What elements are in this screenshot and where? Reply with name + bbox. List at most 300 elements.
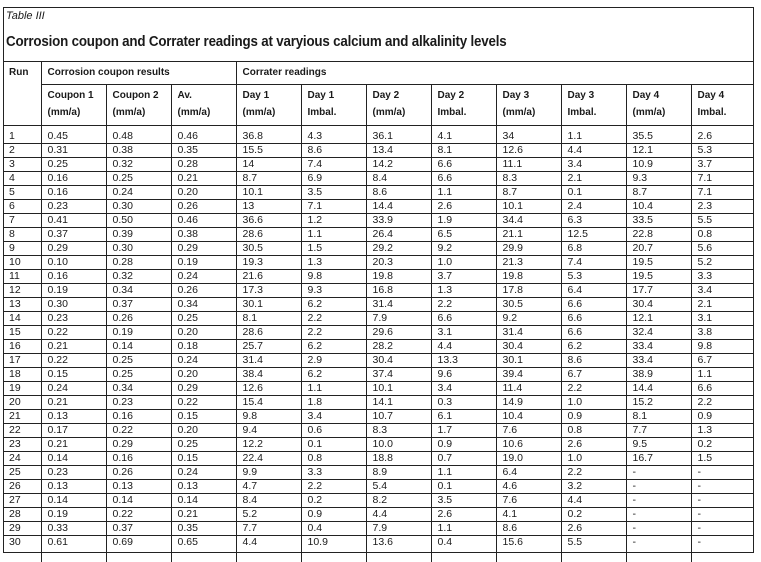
run-number-cell: 22	[3, 424, 41, 438]
column-header	[626, 85, 691, 126]
value-cell: 6.5	[431, 228, 496, 242]
value-cell: 4.4	[561, 144, 626, 158]
column-header-line1: Day 2	[373, 87, 431, 104]
value-cell: -	[626, 536, 691, 562]
value-cell: 0.34	[171, 298, 236, 312]
value-cell: 0.23	[41, 312, 106, 326]
value-cell: 1.3	[301, 256, 366, 270]
value-cell: 8.2	[366, 494, 431, 508]
table-row	[3, 214, 754, 228]
value-cell: 14.4	[626, 382, 691, 396]
value-cell: 4.4	[236, 536, 301, 562]
value-cell: 2.1	[691, 298, 754, 312]
value-cell: 8.4	[236, 494, 301, 508]
value-cell: 0.61	[41, 536, 106, 562]
value-cell: 10.1	[366, 382, 431, 396]
value-cell: -	[691, 508, 754, 522]
value-cell: 0.29	[41, 242, 106, 256]
value-cell: 0.8	[301, 452, 366, 466]
value-cell: 0.50	[106, 214, 171, 228]
value-cell: 0.65	[171, 536, 236, 562]
value-cell: 0.20	[171, 326, 236, 340]
value-cell: 10.6	[496, 438, 561, 452]
value-cell: 0.35	[171, 522, 236, 536]
value-cell: 2.3	[691, 200, 754, 214]
run-number-cell: 18	[3, 368, 41, 382]
value-cell: 0.39	[106, 228, 171, 242]
run-number-cell: 16	[3, 340, 41, 354]
table-row	[3, 228, 754, 242]
value-cell: 0.19	[106, 326, 171, 340]
run-number-cell: 1	[3, 126, 41, 144]
value-cell: 4.1	[496, 508, 561, 522]
value-cell: 19.8	[366, 270, 431, 284]
value-cell: 9.6	[431, 368, 496, 382]
value-cell: 0.1	[301, 438, 366, 452]
value-cell: 0.26	[106, 312, 171, 326]
value-cell: 5.5	[691, 214, 754, 228]
column-header-line2: (mm/a)	[113, 104, 171, 121]
table-row	[3, 508, 754, 522]
value-cell: 12.5	[561, 228, 626, 242]
run-number-cell: 25	[3, 466, 41, 480]
value-cell: 9.4	[236, 424, 301, 438]
value-cell: 9.5	[626, 438, 691, 452]
run-number-cell: 12	[3, 284, 41, 298]
column-header	[171, 85, 236, 126]
value-cell: 0.15	[171, 452, 236, 466]
value-cell: 0.35	[171, 144, 236, 158]
value-cell: 36.8	[236, 126, 301, 144]
value-cell: 13.6	[366, 536, 431, 562]
value-cell: 3.7	[691, 158, 754, 172]
value-cell: -	[691, 522, 754, 536]
value-cell: 20.7	[626, 242, 691, 256]
table-row	[3, 438, 754, 452]
value-cell: 9.2	[496, 312, 561, 326]
column-header-line1: Day 2	[438, 87, 496, 104]
value-cell: 0.31	[41, 144, 106, 158]
value-cell: 2.6	[691, 126, 754, 144]
value-cell: 26.4	[366, 228, 431, 242]
value-cell: 5.2	[236, 508, 301, 522]
table-row	[3, 270, 754, 284]
value-cell: 4.7	[236, 480, 301, 494]
value-cell: 0.14	[41, 494, 106, 508]
value-cell: 0.41	[41, 214, 106, 228]
table-row	[3, 256, 754, 270]
value-cell: 3.1	[431, 326, 496, 340]
table-row	[3, 158, 754, 172]
value-cell: 7.4	[301, 158, 366, 172]
value-cell: 0.24	[41, 382, 106, 396]
value-cell: 8.3	[366, 424, 431, 438]
value-cell: 1.0	[561, 452, 626, 466]
run-number-cell: 15	[3, 326, 41, 340]
value-cell: 0.32	[106, 270, 171, 284]
value-cell: -	[626, 480, 691, 494]
value-cell: -	[691, 494, 754, 508]
run-number-cell: 8	[3, 228, 41, 242]
value-cell: 14.2	[366, 158, 431, 172]
value-cell: 1.8	[301, 396, 366, 410]
value-cell: -	[626, 494, 691, 508]
table-row	[3, 424, 754, 438]
value-cell: 0.9	[691, 410, 754, 424]
value-cell: 10.1	[496, 200, 561, 214]
value-cell: 0.24	[171, 354, 236, 368]
value-cell: 32.4	[626, 326, 691, 340]
value-cell: 7.4	[561, 256, 626, 270]
value-cell: 1.5	[691, 452, 754, 466]
value-cell: 0.46	[171, 214, 236, 228]
value-cell: 2.9	[301, 354, 366, 368]
value-cell: 8.9	[366, 466, 431, 480]
run-number-cell: 21	[3, 410, 41, 424]
value-cell: 13.3	[431, 354, 496, 368]
value-cell: -	[626, 522, 691, 536]
value-cell: -	[626, 508, 691, 522]
value-cell: 0.4	[301, 522, 366, 536]
value-cell: 10.9	[301, 536, 366, 562]
value-cell: 0.13	[41, 480, 106, 494]
value-cell: 0.22	[41, 326, 106, 340]
value-cell: 0.14	[106, 340, 171, 354]
value-cell: 0.26	[171, 284, 236, 298]
value-cell: 14.4	[366, 200, 431, 214]
value-cell: 8.7	[496, 186, 561, 200]
value-cell: 0.7	[431, 452, 496, 466]
value-cell: 0.25	[106, 368, 171, 382]
value-cell: 8.6	[561, 354, 626, 368]
value-cell: 0.21	[41, 438, 106, 452]
value-cell: 10.9	[626, 158, 691, 172]
value-cell: 3.1	[691, 312, 754, 326]
value-cell: 0.37	[41, 228, 106, 242]
value-cell: 11.1	[496, 158, 561, 172]
value-cell: 28.6	[236, 228, 301, 242]
header-row-columns	[3, 85, 754, 126]
run-number-cell: 24	[3, 452, 41, 466]
value-cell: 0.9	[561, 410, 626, 424]
run-number-cell: 7	[3, 214, 41, 228]
value-cell: 0.10	[41, 256, 106, 270]
column-header-line2: (mm/a)	[503, 104, 561, 121]
column-header-line2: Imbal.	[308, 104, 366, 121]
value-cell: 0.24	[171, 466, 236, 480]
value-cell: 22.4	[236, 452, 301, 466]
column-header-line1: Day 1	[308, 87, 366, 104]
value-cell: 4.4	[431, 340, 496, 354]
value-cell: 1.0	[431, 256, 496, 270]
value-cell: 4.6	[496, 480, 561, 494]
value-cell: 0.25	[106, 172, 171, 186]
value-cell: 6.9	[301, 172, 366, 186]
value-cell: 0.2	[691, 438, 754, 452]
value-cell: 12.1	[626, 312, 691, 326]
value-cell: 6.4	[496, 466, 561, 480]
value-cell: 6.6	[431, 172, 496, 186]
value-cell: 5.6	[691, 242, 754, 256]
value-cell: 5.4	[366, 480, 431, 494]
value-cell: 0.16	[106, 452, 171, 466]
value-cell: 2.4	[561, 200, 626, 214]
value-cell: 0.23	[106, 396, 171, 410]
table-row	[3, 312, 754, 326]
table-row	[3, 536, 754, 562]
column-header	[691, 85, 754, 126]
value-cell: 29.6	[366, 326, 431, 340]
value-cell: 30.4	[366, 354, 431, 368]
value-cell: 33.4	[626, 354, 691, 368]
value-cell: 33.9	[366, 214, 431, 228]
value-cell: 30.1	[496, 354, 561, 368]
column-header-line1: Coupon 2	[113, 87, 171, 104]
table-row	[3, 480, 754, 494]
value-cell: 0.2	[301, 494, 366, 508]
value-cell: 0.9	[301, 508, 366, 522]
run-number-cell: 14	[3, 312, 41, 326]
value-cell: 12.2	[236, 438, 301, 452]
header-row-groups	[3, 62, 754, 85]
value-cell: 0.48	[106, 126, 171, 144]
value-cell: 0.16	[41, 186, 106, 200]
value-cell: 15.2	[626, 396, 691, 410]
value-cell: 34	[496, 126, 561, 144]
value-cell: 2.2	[561, 382, 626, 396]
value-cell: 1.3	[691, 424, 754, 438]
value-cell: 19.5	[626, 270, 691, 284]
value-cell: 0.22	[106, 508, 171, 522]
value-cell: 0.1	[431, 480, 496, 494]
value-cell: 31.4	[236, 354, 301, 368]
run-number-cell: 17	[3, 354, 41, 368]
value-cell: 7.9	[366, 522, 431, 536]
column-header-line2: (mm/a)	[48, 104, 106, 121]
table-row	[3, 410, 754, 424]
value-cell: 7.6	[496, 424, 561, 438]
value-cell: 30.4	[496, 340, 561, 354]
value-cell: 9.2	[431, 242, 496, 256]
value-cell: 3.5	[301, 186, 366, 200]
value-cell: 17.8	[496, 284, 561, 298]
value-cell: 4.1	[431, 126, 496, 144]
table-row	[3, 396, 754, 410]
value-cell: 1.7	[431, 424, 496, 438]
value-cell: 3.2	[561, 480, 626, 494]
value-cell: 29.2	[366, 242, 431, 256]
value-cell: 8.6	[301, 144, 366, 158]
value-cell: 6.6	[691, 382, 754, 396]
run-number-cell: 6	[3, 200, 41, 214]
value-cell: 0.21	[171, 508, 236, 522]
value-cell: 2.2	[301, 312, 366, 326]
value-cell: 19.3	[236, 256, 301, 270]
value-cell: 30.5	[496, 298, 561, 312]
column-header	[236, 85, 301, 126]
value-cell: 3.4	[301, 410, 366, 424]
value-cell: 0.9	[431, 438, 496, 452]
value-cell: 0.28	[106, 256, 171, 270]
value-cell: 3.5	[431, 494, 496, 508]
column-header	[366, 85, 431, 126]
value-cell: 33.5	[626, 214, 691, 228]
value-cell: 8.3	[496, 172, 561, 186]
value-cell: 2.6	[431, 200, 496, 214]
column-header-line2: (mm/a)	[243, 104, 301, 121]
value-cell: 0.34	[106, 382, 171, 396]
value-cell: 0.24	[171, 270, 236, 284]
column-header-line2: Imbal.	[438, 104, 496, 121]
value-cell: 3.3	[691, 270, 754, 284]
value-cell: 0.14	[41, 452, 106, 466]
value-cell: 0.2	[561, 508, 626, 522]
column-header-line1: Day 3	[568, 87, 626, 104]
value-cell: 1.9	[431, 214, 496, 228]
value-cell: 2.1	[561, 172, 626, 186]
value-cell: 1.1	[561, 126, 626, 144]
value-cell: 16.7	[626, 452, 691, 466]
value-cell: 0.21	[41, 396, 106, 410]
column-header-line1: Day 1	[243, 87, 301, 104]
value-cell: 4.3	[301, 126, 366, 144]
value-cell: 7.9	[366, 312, 431, 326]
value-cell: 1.1	[431, 522, 496, 536]
table-caption: Table III	[6, 10, 45, 22]
value-cell: 0.46	[171, 126, 236, 144]
table-row	[3, 144, 754, 158]
value-cell: 30.4	[626, 298, 691, 312]
table-row	[3, 126, 754, 144]
value-cell: 3.3	[301, 466, 366, 480]
value-cell: 0.28	[171, 158, 236, 172]
value-cell: 8.7	[626, 186, 691, 200]
value-cell: 19.5	[626, 256, 691, 270]
value-cell: 1.5	[301, 242, 366, 256]
value-cell: 0.23	[41, 200, 106, 214]
value-cell: 0.15	[171, 410, 236, 424]
table-row	[3, 466, 754, 480]
value-cell: 38.9	[626, 368, 691, 382]
run-number-cell: 3	[3, 158, 41, 172]
value-cell: 39.4	[496, 368, 561, 382]
value-cell: 0.30	[106, 242, 171, 256]
table-row	[3, 354, 754, 368]
value-cell: 7.7	[626, 424, 691, 438]
table-row	[3, 242, 754, 256]
value-cell: 15.4	[236, 396, 301, 410]
value-cell: 0.16	[41, 172, 106, 186]
value-cell: 31.4	[366, 298, 431, 312]
value-cell: 0.29	[106, 438, 171, 452]
value-cell: 13.4	[366, 144, 431, 158]
value-cell: 0.23	[41, 466, 106, 480]
value-cell: 0.34	[106, 284, 171, 298]
value-cell: 0.13	[106, 480, 171, 494]
value-cell: 0.38	[106, 144, 171, 158]
value-cell: 1.1	[431, 466, 496, 480]
value-cell: 14.1	[366, 396, 431, 410]
value-cell: 0.25	[106, 354, 171, 368]
value-cell: 21.6	[236, 270, 301, 284]
run-number-cell: 29	[3, 522, 41, 536]
value-cell: 6.1	[431, 410, 496, 424]
column-header-line2: (mm/a)	[178, 104, 236, 121]
value-cell: 21.1	[496, 228, 561, 242]
table-row	[3, 186, 754, 200]
value-cell: 36.1	[366, 126, 431, 144]
run-number-cell: 4	[3, 172, 41, 186]
value-cell: 3.4	[431, 382, 496, 396]
value-cell: 6.2	[561, 340, 626, 354]
value-cell: 2.2	[561, 466, 626, 480]
value-cell: 30.5	[236, 242, 301, 256]
value-cell: 6.6	[431, 312, 496, 326]
run-number-cell: 13	[3, 298, 41, 312]
value-cell: 4.4	[366, 508, 431, 522]
value-cell: 0.33	[41, 522, 106, 536]
header-run: Run	[3, 62, 41, 126]
value-cell: 1.1	[301, 382, 366, 396]
value-cell: 6.6	[561, 298, 626, 312]
value-cell: 0.3	[431, 396, 496, 410]
table-row	[3, 340, 754, 354]
value-cell: 12.6	[496, 144, 561, 158]
value-cell: 0.22	[41, 354, 106, 368]
column-header-line1: Coupon 1	[48, 87, 106, 104]
value-cell: 0.29	[171, 242, 236, 256]
table-row	[3, 326, 754, 340]
value-cell: 0.14	[106, 494, 171, 508]
value-cell: 9.8	[691, 340, 754, 354]
value-cell: 3.8	[691, 326, 754, 340]
value-cell: 13	[236, 200, 301, 214]
value-cell: 0.37	[106, 298, 171, 312]
value-cell: 0.24	[106, 186, 171, 200]
value-cell: 28.6	[236, 326, 301, 340]
value-cell: 10.4	[626, 200, 691, 214]
value-cell: 0.6	[301, 424, 366, 438]
value-cell: 0.25	[41, 158, 106, 172]
value-cell: 1.2	[301, 214, 366, 228]
value-cell: 3.7	[431, 270, 496, 284]
column-header-line1: Day 4	[698, 87, 755, 104]
value-cell: 0.30	[106, 200, 171, 214]
value-cell: 0.20	[171, 186, 236, 200]
column-header-line1: Day 4	[633, 87, 691, 104]
value-cell: 8.6	[366, 186, 431, 200]
value-cell: 0.13	[41, 410, 106, 424]
value-cell: 0.8	[561, 424, 626, 438]
value-cell: 10.0	[366, 438, 431, 452]
value-cell: 30.1	[236, 298, 301, 312]
run-number-cell: 11	[3, 270, 41, 284]
run-number-cell: 9	[3, 242, 41, 256]
value-cell: 3.4	[561, 158, 626, 172]
value-cell: 4.4	[561, 494, 626, 508]
table-row	[3, 522, 754, 536]
value-cell: 0.29	[171, 382, 236, 396]
value-cell: 8.7	[236, 172, 301, 186]
value-cell: -	[691, 536, 754, 562]
value-cell: 5.3	[561, 270, 626, 284]
value-cell: 33.4	[626, 340, 691, 354]
value-cell: 0.17	[41, 424, 106, 438]
value-cell: 8.4	[366, 172, 431, 186]
value-cell: 0.22	[106, 424, 171, 438]
value-cell: 6.7	[561, 368, 626, 382]
table-title: Corrosion coupon and Corrater readings at varyious calcium and alkalinity levels	[6, 34, 507, 50]
